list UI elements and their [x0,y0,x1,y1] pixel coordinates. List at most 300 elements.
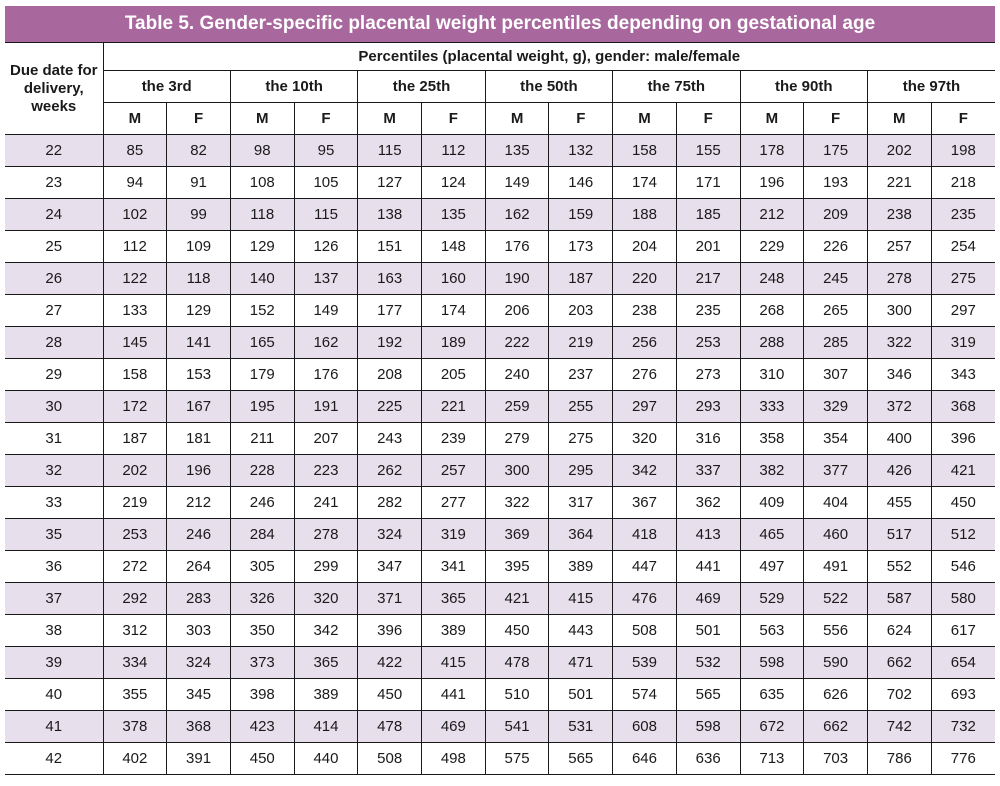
male-weight-cell: 178 [740,135,804,167]
week-cell: 35 [5,519,103,551]
male-weight-cell: 206 [485,295,549,327]
male-weight-cell: 177 [358,295,422,327]
female-weight-cell: 365 [294,647,358,679]
female-weight-cell: 235 [931,199,995,231]
table-row [5,455,995,487]
female-header: F [549,103,613,135]
male-weight-cell: 187 [103,423,167,455]
male-header: M [613,103,677,135]
female-header: F [804,103,868,135]
week-cell: 41 [5,711,103,743]
table-row [5,295,995,327]
male-weight-cell: 786 [867,743,931,775]
female-weight-cell: 212 [167,487,231,519]
female-weight-cell: 320 [294,583,358,615]
female-weight-cell: 362 [676,487,740,519]
female-weight-cell: 218 [931,167,995,199]
female-weight-cell: 159 [549,199,613,231]
female-weight-cell: 626 [804,679,868,711]
female-weight-cell: 443 [549,615,613,647]
male-weight-cell: 112 [103,231,167,263]
male-weight-cell: 257 [867,231,931,263]
male-weight-cell: 541 [485,711,549,743]
female-weight-cell: 469 [422,711,486,743]
female-weight-cell: 354 [804,423,868,455]
male-weight-cell: 158 [103,359,167,391]
female-weight-cell: 198 [931,135,995,167]
male-weight-cell: 713 [740,743,804,775]
female-weight-cell: 364 [549,519,613,551]
female-weight-cell: 112 [422,135,486,167]
female-weight-cell: 173 [549,231,613,263]
female-weight-cell: 278 [294,519,358,551]
female-weight-cell: 303 [167,615,231,647]
male-weight-cell: 276 [613,359,677,391]
male-weight-cell: 400 [867,423,931,455]
female-weight-cell: 316 [676,423,740,455]
male-header: M [103,103,167,135]
male-weight-cell: 259 [485,391,549,423]
male-weight-cell: 575 [485,743,549,775]
male-weight-cell: 395 [485,551,549,583]
female-weight-cell: 512 [931,519,995,551]
female-weight-cell: 617 [931,615,995,647]
male-weight-cell: 324 [358,519,422,551]
male-weight-cell: 371 [358,583,422,615]
male-weight-cell: 222 [485,327,549,359]
female-weight-cell: 264 [167,551,231,583]
female-weight-cell: 501 [549,679,613,711]
male-weight-cell: 333 [740,391,804,423]
male-weight-cell: 334 [103,647,167,679]
male-weight-cell: 624 [867,615,931,647]
male-weight-cell: 672 [740,711,804,743]
female-weight-cell: 205 [422,359,486,391]
percentile-header: the 3rd [103,71,230,103]
male-weight-cell: 238 [613,295,677,327]
male-weight-cell: 190 [485,263,549,295]
female-weight-cell: 345 [167,679,231,711]
table-row [5,135,995,167]
male-weight-cell: 272 [103,551,167,583]
week-cell: 40 [5,679,103,711]
female-weight-cell: 237 [549,359,613,391]
male-weight-cell: 529 [740,583,804,615]
male-weight-cell: 211 [230,423,294,455]
female-weight-cell: 565 [676,679,740,711]
male-weight-cell: 450 [485,615,549,647]
male-weight-cell: 85 [103,135,167,167]
week-cell: 24 [5,199,103,231]
female-weight-cell: 415 [422,647,486,679]
female-weight-cell: 636 [676,743,740,775]
female-weight-cell: 391 [167,743,231,775]
female-weight-cell: 377 [804,455,868,487]
female-weight-cell: 149 [294,295,358,327]
female-weight-cell: 132 [549,135,613,167]
female-weight-cell: 580 [931,583,995,615]
female-weight-cell: 421 [931,455,995,487]
female-weight-cell: 185 [676,199,740,231]
male-weight-cell: 662 [867,647,931,679]
female-weight-cell: 137 [294,263,358,295]
week-cell: 29 [5,359,103,391]
male-weight-cell: 635 [740,679,804,711]
male-weight-cell: 297 [613,391,677,423]
male-weight-cell: 450 [358,679,422,711]
male-weight-cell: 350 [230,615,294,647]
female-weight-cell: 342 [294,615,358,647]
week-column-header: Due date for delivery, weeks [5,43,103,135]
female-weight-cell: 148 [422,231,486,263]
male-weight-cell: 378 [103,711,167,743]
male-weight-cell: 539 [613,647,677,679]
female-weight-cell: 253 [676,327,740,359]
male-weight-cell: 455 [867,487,931,519]
table-container [5,6,995,775]
male-weight-cell: 517 [867,519,931,551]
female-weight-cell: 389 [549,551,613,583]
female-weight-cell: 167 [167,391,231,423]
male-weight-cell: 246 [230,487,294,519]
male-weight-cell: 300 [485,455,549,487]
female-weight-cell: 124 [422,167,486,199]
male-weight-cell: 221 [867,167,931,199]
female-header: F [422,103,486,135]
male-weight-cell: 163 [358,263,422,295]
female-weight-cell: 273 [676,359,740,391]
week-cell: 38 [5,615,103,647]
male-weight-cell: 188 [613,199,677,231]
week-cell: 26 [5,263,103,295]
female-weight-cell: 223 [294,455,358,487]
female-weight-cell: 285 [804,327,868,359]
female-weight-cell: 219 [549,327,613,359]
female-weight-cell: 109 [167,231,231,263]
female-weight-cell: 239 [422,423,486,455]
female-weight-cell: 235 [676,295,740,327]
male-weight-cell: 382 [740,455,804,487]
table-row [5,519,995,551]
percentile-group-header: Percentiles (placental weight, g), gender: male/female [103,43,995,71]
female-weight-cell: 414 [294,711,358,743]
female-weight-cell: 241 [294,487,358,519]
female-weight-cell: 441 [422,679,486,711]
female-weight-cell: 413 [676,519,740,551]
male-weight-cell: 243 [358,423,422,455]
male-weight-cell: 138 [358,199,422,231]
table-row [5,263,995,295]
male-weight-cell: 508 [358,743,422,775]
male-weight-cell: 497 [740,551,804,583]
female-weight-cell: 337 [676,455,740,487]
male-weight-cell: 145 [103,327,167,359]
male-header: M [230,103,294,135]
female-weight-cell: 319 [931,327,995,359]
male-header: M [867,103,931,135]
female-header: F [676,103,740,135]
male-weight-cell: 208 [358,359,422,391]
male-weight-cell: 202 [867,135,931,167]
male-weight-cell: 165 [230,327,294,359]
table-row [5,487,995,519]
male-weight-cell: 423 [230,711,294,743]
week-cell: 39 [5,647,103,679]
female-weight-cell: 368 [167,711,231,743]
male-weight-cell: 192 [358,327,422,359]
female-weight-cell: 207 [294,423,358,455]
female-weight-cell: 389 [422,615,486,647]
female-weight-cell: 498 [422,743,486,775]
female-weight-cell: 532 [676,647,740,679]
male-weight-cell: 118 [230,199,294,231]
male-weight-cell: 742 [867,711,931,743]
female-weight-cell: 343 [931,359,995,391]
female-weight-cell: 776 [931,743,995,775]
male-weight-cell: 398 [230,679,294,711]
table-row [5,583,995,615]
female-weight-cell: 118 [167,263,231,295]
male-weight-cell: 426 [867,455,931,487]
female-weight-cell: 257 [422,455,486,487]
female-weight-cell: 460 [804,519,868,551]
female-weight-cell: 187 [549,263,613,295]
male-weight-cell: 422 [358,647,422,679]
male-weight-cell: 212 [740,199,804,231]
female-weight-cell: 491 [804,551,868,583]
male-weight-cell: 305 [230,551,294,583]
female-weight-cell: 141 [167,327,231,359]
male-weight-cell: 204 [613,231,677,263]
male-weight-cell: 196 [740,167,804,199]
male-header: M [485,103,549,135]
female-weight-cell: 255 [549,391,613,423]
male-weight-cell: 228 [230,455,294,487]
week-cell: 32 [5,455,103,487]
male-weight-cell: 240 [485,359,549,391]
female-weight-cell: 565 [549,743,613,775]
female-weight-cell: 226 [804,231,868,263]
percentile-header: the 10th [230,71,357,103]
female-weight-cell: 450 [931,487,995,519]
male-weight-cell: 279 [485,423,549,455]
female-weight-cell: 275 [549,423,613,455]
male-weight-cell: 342 [613,455,677,487]
male-weight-cell: 322 [485,487,549,519]
table-row [5,423,995,455]
male-weight-cell: 98 [230,135,294,167]
female-weight-cell: 153 [167,359,231,391]
female-header: F [167,103,231,135]
male-weight-cell: 478 [358,711,422,743]
male-weight-cell: 310 [740,359,804,391]
table-row [5,327,995,359]
male-weight-cell: 219 [103,487,167,519]
female-weight-cell: 201 [676,231,740,263]
percentile-header: the 50th [485,71,612,103]
male-weight-cell: 133 [103,295,167,327]
table-row [5,551,995,583]
table-row [5,359,995,391]
table-row [5,647,995,679]
male-weight-cell: 367 [613,487,677,519]
female-weight-cell: 546 [931,551,995,583]
male-weight-cell: 256 [613,327,677,359]
male-weight-cell: 373 [230,647,294,679]
male-weight-cell: 322 [867,327,931,359]
male-weight-cell: 369 [485,519,549,551]
female-header: F [931,103,995,135]
male-weight-cell: 115 [358,135,422,167]
female-weight-cell: 556 [804,615,868,647]
female-weight-cell: 317 [549,487,613,519]
male-weight-cell: 312 [103,615,167,647]
table-row [5,615,995,647]
week-cell: 37 [5,583,103,615]
male-weight-cell: 174 [613,167,677,199]
male-weight-cell: 421 [485,583,549,615]
male-weight-cell: 162 [485,199,549,231]
female-weight-cell: 404 [804,487,868,519]
male-weight-cell: 552 [867,551,931,583]
female-weight-cell: 662 [804,711,868,743]
female-weight-cell: 99 [167,199,231,231]
male-weight-cell: 608 [613,711,677,743]
male-weight-cell: 402 [103,743,167,775]
male-weight-cell: 158 [613,135,677,167]
male-weight-cell: 418 [613,519,677,551]
male-weight-cell: 346 [867,359,931,391]
female-weight-cell: 171 [676,167,740,199]
female-weight-cell: 217 [676,263,740,295]
male-weight-cell: 372 [867,391,931,423]
table-row [5,231,995,263]
female-weight-cell: 189 [422,327,486,359]
male-weight-cell: 598 [740,647,804,679]
female-weight-cell: 91 [167,167,231,199]
female-weight-cell: 441 [676,551,740,583]
female-weight-cell: 389 [294,679,358,711]
male-weight-cell: 320 [613,423,677,455]
female-weight-cell: 471 [549,647,613,679]
male-weight-cell: 195 [230,391,294,423]
table-row [5,711,995,743]
female-weight-cell: 193 [804,167,868,199]
female-weight-cell: 82 [167,135,231,167]
male-weight-cell: 225 [358,391,422,423]
female-weight-cell: 693 [931,679,995,711]
female-weight-cell: 283 [167,583,231,615]
week-cell: 23 [5,167,103,199]
male-weight-cell: 450 [230,743,294,775]
male-weight-cell: 574 [613,679,677,711]
male-weight-cell: 127 [358,167,422,199]
female-weight-cell: 245 [804,263,868,295]
male-weight-cell: 122 [103,263,167,295]
female-weight-cell: 703 [804,743,868,775]
female-weight-cell: 469 [676,583,740,615]
week-cell: 30 [5,391,103,423]
female-weight-cell: 174 [422,295,486,327]
female-weight-cell: 175 [804,135,868,167]
week-cell: 31 [5,423,103,455]
male-weight-cell: 152 [230,295,294,327]
percentile-header: the 97th [867,71,995,103]
female-weight-cell: 277 [422,487,486,519]
week-cell: 22 [5,135,103,167]
female-weight-cell: 531 [549,711,613,743]
female-weight-cell: 522 [804,583,868,615]
male-weight-cell: 129 [230,231,294,263]
female-weight-cell: 203 [549,295,613,327]
female-header: F [294,103,358,135]
female-weight-cell: 501 [676,615,740,647]
female-weight-cell: 598 [676,711,740,743]
percentile-header: the 25th [358,71,485,103]
male-weight-cell: 347 [358,551,422,583]
female-weight-cell: 265 [804,295,868,327]
female-weight-cell: 293 [676,391,740,423]
female-weight-cell: 295 [549,455,613,487]
female-weight-cell: 176 [294,359,358,391]
male-weight-cell: 172 [103,391,167,423]
male-weight-cell: 262 [358,455,422,487]
week-cell: 36 [5,551,103,583]
female-weight-cell: 590 [804,647,868,679]
female-weight-cell: 324 [167,647,231,679]
male-weight-cell: 135 [485,135,549,167]
male-weight-cell: 253 [103,519,167,551]
male-weight-cell: 292 [103,583,167,615]
female-weight-cell: 396 [931,423,995,455]
male-weight-cell: 510 [485,679,549,711]
female-weight-cell: 365 [422,583,486,615]
female-weight-cell: 129 [167,295,231,327]
male-weight-cell: 508 [613,615,677,647]
male-weight-cell: 396 [358,615,422,647]
female-weight-cell: 221 [422,391,486,423]
male-weight-cell: 409 [740,487,804,519]
female-weight-cell: 368 [931,391,995,423]
percentile-header: the 90th [740,71,867,103]
male-weight-cell: 151 [358,231,422,263]
week-cell: 25 [5,231,103,263]
male-weight-cell: 202 [103,455,167,487]
female-weight-cell: 246 [167,519,231,551]
female-weight-cell: 319 [422,519,486,551]
female-weight-cell: 160 [422,263,486,295]
female-weight-cell: 654 [931,647,995,679]
male-weight-cell: 149 [485,167,549,199]
female-weight-cell: 115 [294,199,358,231]
male-weight-cell: 465 [740,519,804,551]
week-cell: 27 [5,295,103,327]
male-weight-cell: 248 [740,263,804,295]
female-weight-cell: 275 [931,263,995,295]
table-row [5,679,995,711]
male-weight-cell: 476 [613,583,677,615]
male-weight-cell: 268 [740,295,804,327]
male-weight-cell: 355 [103,679,167,711]
male-weight-cell: 94 [103,167,167,199]
female-weight-cell: 341 [422,551,486,583]
female-weight-cell: 105 [294,167,358,199]
male-weight-cell: 326 [230,583,294,615]
male-header: M [740,103,804,135]
week-cell: 42 [5,743,103,775]
female-weight-cell: 299 [294,551,358,583]
female-weight-cell: 155 [676,135,740,167]
